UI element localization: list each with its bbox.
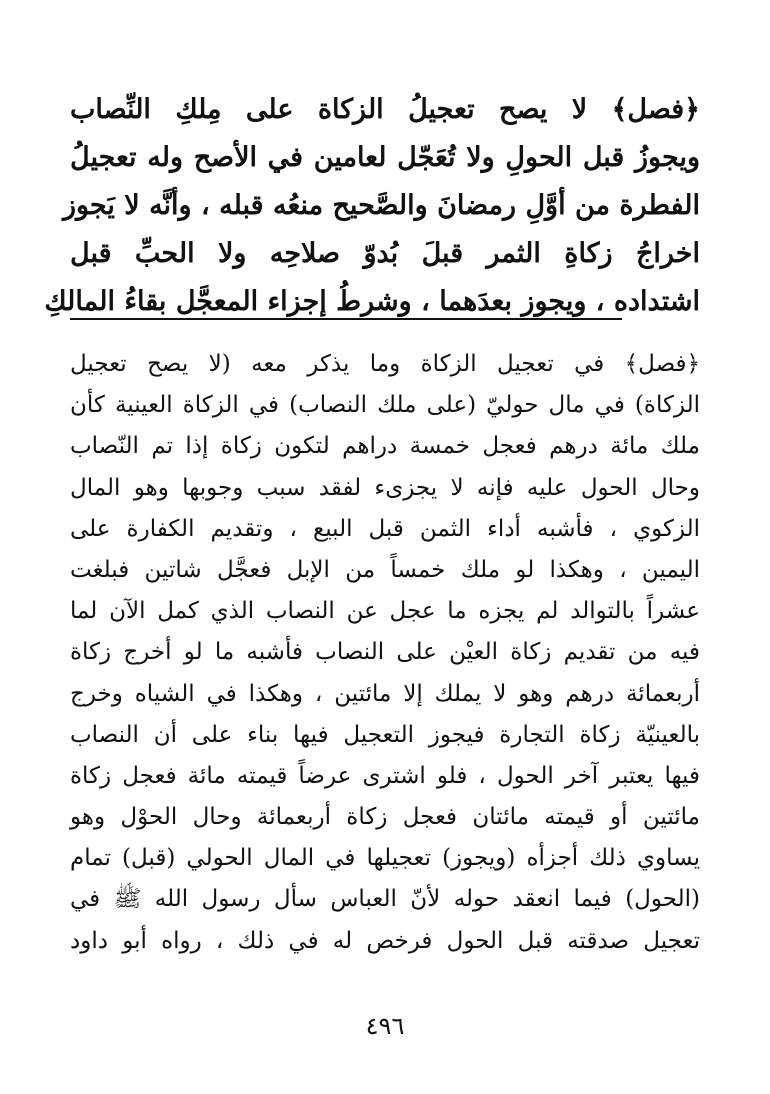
book-page [44,86,700,1046]
main-text-line: ويجوزُ قبل الحولِ ولا تُعَجّل لعامين في الأصح وله تعجيلُ [70,142,700,173]
commentary-line: (الحول) فيما انعقد حوله لأنّ العباس سأل رسول الله ﷺ في [70,886,700,913]
commentary-line: اليمين ، وهكذا لو ملك خمساً من الإبل فعجَّل شاتين فبلغت [70,556,700,583]
commentary-line: عشراً بالتوالد لم يجزه ما عجل عن النصاب الذي كمل الآن لما [70,598,700,625]
main-text-line: اخراجُ زكاةِ الثمر قبلَ بُدوّ صلاحِه ولا الحبِّ قبل [70,238,700,269]
main-text-line: اشتداده ، ويجوز بعدَهما ، وشرطُ إجزاء المعجَّل بقاءُ المالكِ [44,286,700,317]
page-number: ٤٩٦ [365,1012,405,1040]
commentary-line: بالعينيّة زكاة التجارة فيجوز التعجيل فيها بناء على أن النصاب [70,721,700,748]
section-divider [70,318,622,320]
commentary-line: يساوي ذلك أجزأه (ويجوز) تعجيلها في المال الحولي (قبل) تمام [70,845,700,872]
main-text-block [44,86,700,326]
commentary-line: ﴿فصل﴾ في تعجيل الزكاة وما يذكر معه (لا يصح تعجيل [70,351,700,377]
commentary-block [70,344,700,962]
commentary-line: فيه من تقديم زكاة العيْن على النصاب فأشبه ما لو أخرج زكاة [70,639,700,666]
commentary-line: أربعمائة درهم وهو لا يملك إلا مائتين ، وهكذا في الشياه وخرج [70,680,700,707]
commentary-line: مائتين أو قيمته مائتان فعجل زكاة أربعمائة وحال الحوْل وهو [70,804,700,831]
main-text-line: ﴿فصل﴾ لا يصح تعجيلُ الزكاة على مِلكِ النِّصاب [70,94,700,125]
commentary-line: وحال الحول عليه فإنه لا يجزىء لفقد سبب وجوبها وهو المال [70,474,700,501]
commentary-line: الزكوي ، فأشبه أداء الثمن قبل البيع ، وتقديم الكفارة على [70,515,700,542]
commentary-line: الزكاة) في مال حوليّ (على ملك النصاب) في الزكاة العينية كأن [70,392,700,419]
commentary-line: فيها يعتبر آخر الحول ، فلو اشترى عرضاً قيمته مائة فعجل زكاة [70,762,700,789]
commentary-line: تعجيل صدقته قبل الحول فرخص له في ذلك ، رواه أبو داود [70,927,700,954]
main-text-line: الفطرة من أوَّلِ رمضانَ والصَّحيح منعُه قبله ، وأنَّه لا يَجوز [62,190,700,221]
commentary-line: ملك مائة درهم فعجل خمسة دراهم لتكون زكاة إذا تم النّصاب [70,433,700,460]
